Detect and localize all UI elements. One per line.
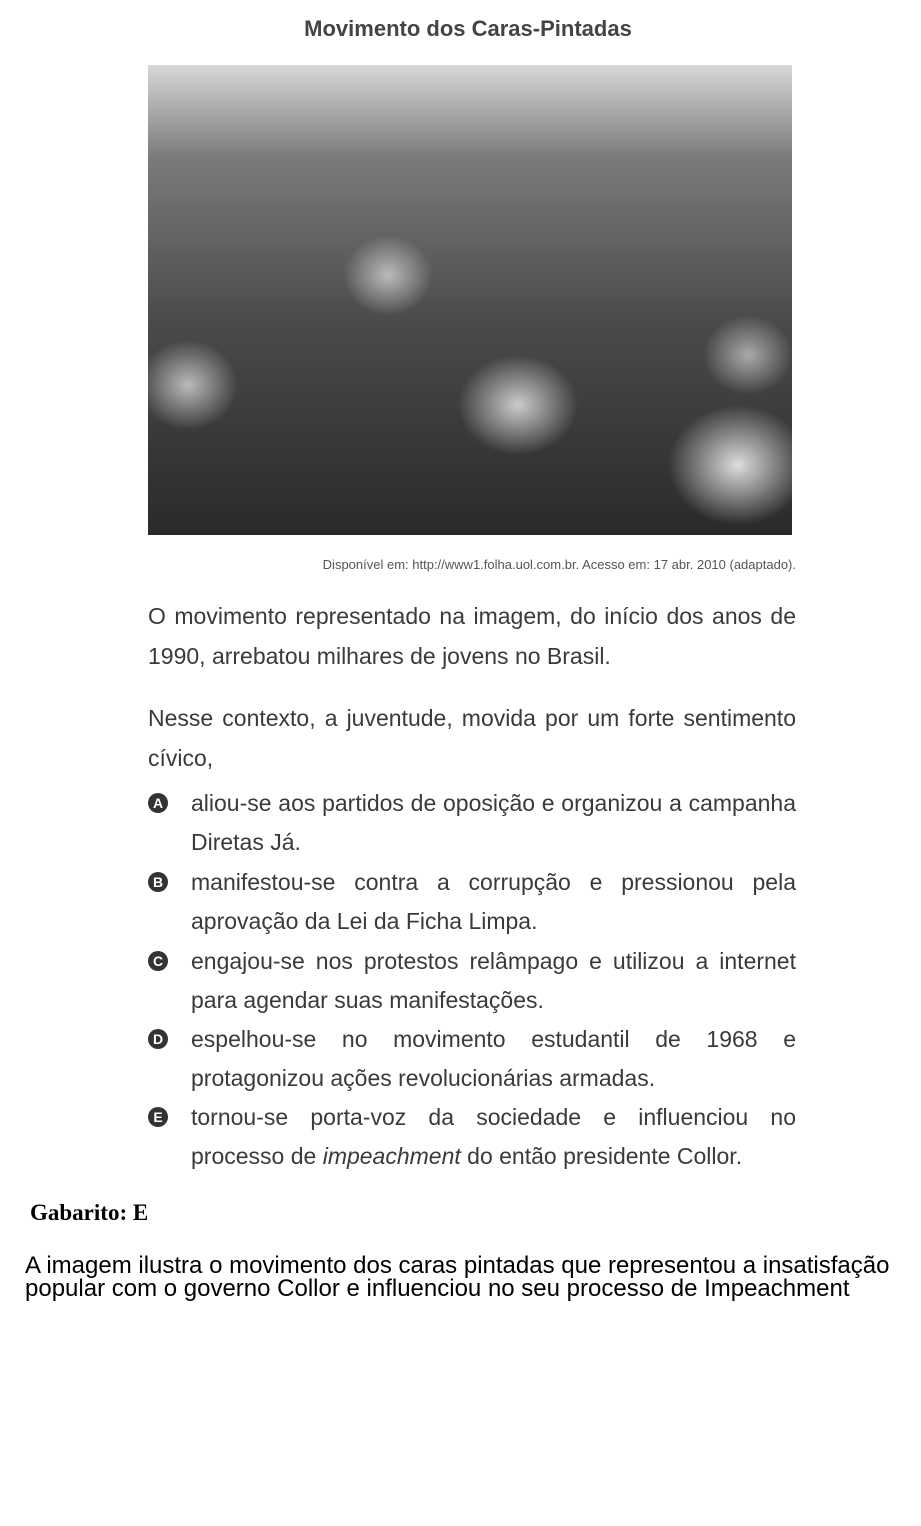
option-text-end: do então presidente Collor. bbox=[460, 1143, 743, 1169]
option-d[interactable] bbox=[148, 1020, 796, 1098]
question-context: O movimento representado na imagem, do início dos anos de 1990, arrebatou milhares de jovens no Brasil. bbox=[148, 603, 796, 669]
option-letter-c: C bbox=[148, 951, 168, 971]
protest-photo bbox=[148, 65, 792, 535]
option-text-start: tornou-se porta-voz da sociedade e influenciou no processo de bbox=[191, 1104, 796, 1169]
option-text: espelhou-se no movimento estudantil de 1968 e protagonizou ações revolucionárias armadas. bbox=[191, 1026, 796, 1091]
option-c[interactable] bbox=[148, 942, 796, 1020]
option-e[interactable] bbox=[148, 1098, 796, 1176]
option-letter-e: E bbox=[148, 1107, 168, 1127]
option-letter-d: D bbox=[148, 1029, 168, 1049]
figure-title: Movimento dos Caras-Pintadas bbox=[304, 16, 632, 41]
option-text bbox=[191, 1098, 796, 1176]
option-text: manifestou-se contra a corrupção e pressionou pela aprovação da Lei da Ficha Limpa. bbox=[191, 869, 796, 934]
explanation: A imagem ilustra o movimento dos caras pintadas que representou a insatisfação popular com o governo Collor e influenciou no seu processo de Impeachment bbox=[25, 1252, 890, 1302]
option-a[interactable] bbox=[148, 784, 796, 862]
option-letter-b: B bbox=[148, 872, 168, 892]
option-b[interactable] bbox=[148, 863, 796, 941]
question-stem: Nesse contexto, a juventude, movida por um forte sentimento cívico, bbox=[148, 705, 796, 771]
option-text-italic: impeachment bbox=[322, 1143, 461, 1169]
photo-caption: Disponível em: http://www1.folha.uol.com.br. Acesso em: 17 abr. 2010 (adaptado). bbox=[322, 557, 796, 572]
option-text: aliou-se aos partidos de oposição e organizou a campanha Diretas Já. bbox=[191, 790, 796, 855]
option-text: engajou-se nos protestos relâmpago e utilizou a internet para agendar suas manifestações. bbox=[191, 948, 796, 1013]
answer-key: Gabarito: E bbox=[30, 1200, 149, 1225]
option-letter-a: A bbox=[148, 793, 168, 813]
